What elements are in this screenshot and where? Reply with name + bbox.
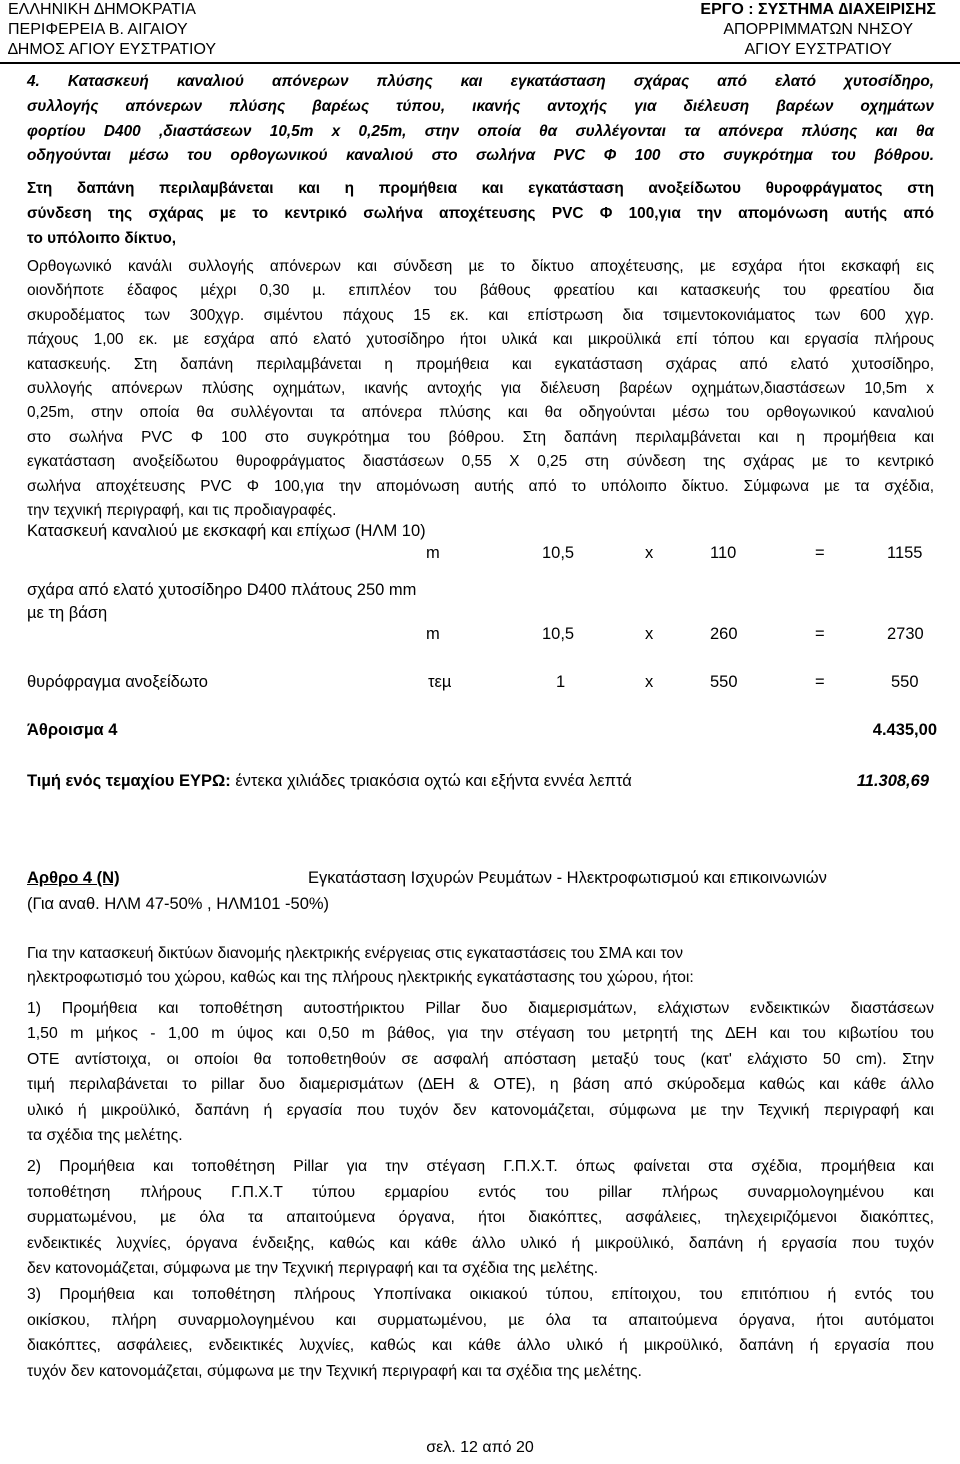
body-line: εγκατάσταση ανοξείδωτου θυροφράγµατος διαστάσεων 0,55 Χ 0,25 στη σύνδεση της σχάρας µε το κεντρικό	[27, 453, 934, 471]
article-note-row	[27, 895, 937, 919]
section-4-bold-paragraph	[27, 177, 934, 251]
article-paragraph-3	[27, 1282, 934, 1384]
unit-price-row	[27, 772, 937, 796]
title-line: συλλογής απόνερων πλύσης βαρέως τύπου, ικανής αντοχής για διέλευση βαρέων οχηµάτων	[27, 97, 934, 115]
item-total: 1155	[887, 544, 923, 562]
unit-price-label: Τιµή ενός τεµαχίου ΕΥΡΩ:	[27, 772, 231, 790]
sum-row	[27, 721, 937, 745]
page-number: σελ. 12 από 20	[426, 1439, 534, 1456]
header-right-line: ΑΓΙΟΥ ΕΥΣΤΡΑΤΙΟΥ	[744, 41, 892, 58]
article-note: (Για αναθ. ΗΛΜ 47-50% , ΗΛΜ101 -50%)	[27, 895, 330, 913]
cost-item-desc	[27, 581, 937, 605]
p3-line: τυχόν δεν κατονοµάζεται, σύµφωνα µε την Τεχνική περιγραφή και τα σχέδια της µελέτης.	[27, 1362, 642, 1380]
bold-line: σύνδεση της σχάρας µε το κεντρικό σωλήνα αποχέτευσης PVC Φ 100,για την αποµόνωση αυτής από	[27, 204, 934, 222]
article-heading	[27, 869, 937, 893]
body-line: πάχους 1,00 εκ. µε εσχάρα από ελατό χυτοσίδηρο ήτοι υλικά και µικροϋλικά επί τόπου και εργασία πλήρους	[27, 331, 934, 349]
body-line: συλλογής απόνερων πλύσης οχηµάτων, ικανής αντοχής για διέλευση βαρέων οχηµάτων,διαστάσεων 10,5m x	[27, 380, 934, 398]
cost-item-row	[27, 625, 937, 649]
sum-label: Άθροισµα 4	[27, 721, 118, 739]
body-line: σωλήνα αποχέτευσης PVC Φ 100,για την αποµόνωση αυτής από το υπόλοιπο δίκτυο. Σύµφωνα µε τα σχέδια,	[27, 477, 934, 495]
article-intro	[27, 942, 934, 991]
item-total: 2730	[887, 625, 924, 643]
item-price: 260	[710, 625, 738, 643]
header-left-line: ∆ΗΜΟΣ ΑΓΙΟΥ ΕΥΣΤΡΑΤΙΟΥ	[8, 41, 217, 58]
body-line: κατασκευής. Στη δαπάνη περιλαµβάνεται η προµήθεια και εγκατάσταση σχάρας από ελατό χυτοσίδηρο,	[27, 355, 934, 373]
article-paragraph-2	[27, 1154, 934, 1282]
intro-line: ηλεκτροφωτισµό του χώρου, καθώς και της πλήρους ηλεκτρικής εγκατάστασης του χώρου, ήτοι:	[27, 969, 694, 987]
p1-line: υλικό ή µικροϋλικό, δαπάνη ή εργασία που τυχόν δεν κατονοµάζεται, σύµφωνα µε την Τεχνική περιγραφή και	[27, 1101, 934, 1119]
title-line: οδηγούνται µέσω του ορθογωνικού καναλιού στο σωλήνα PVC Φ 100 στο συγκρότηµα του βόθρου.	[27, 147, 934, 165]
item-unit: τεµ	[428, 673, 452, 691]
item-description: σχάρα από ελατό χυτοσίδηρο D400 πλάτους 250 mm	[27, 581, 417, 599]
item-unit: m	[426, 544, 440, 562]
section-4-title	[27, 70, 934, 169]
p2-line: ενδεικτικές λυχνίες, όργανα ένδειξης, καθώς και κάθε άλλο υλικό ή µικροϋλικό, δαπάνη ή εργασία που τυχόν	[27, 1234, 934, 1252]
sum-value: 4.435,00	[872, 721, 937, 739]
item-price: 550	[710, 673, 738, 691]
item-description: θυρόφραγµα ανοξείδωτο	[27, 673, 208, 691]
cost-item-desc	[27, 522, 937, 546]
header-right	[700, 0, 936, 60]
unit-price-words: έντεκα χιλιάδες τριακόσια οχτώ και εξήντα εννέα λεπτά	[230, 772, 632, 790]
unit-price-value: 11.308,69	[856, 772, 929, 790]
p3-line: οικίσκου, πλήρη συναρµολογηµένου και συρµατωµένου, µε όλα τα απαιτούµενα όργανα, ήτοι αυτόµατοι	[27, 1311, 934, 1329]
header-right-line: ΕΡΓΟ : ΣΥΣΤΗΜΑ ∆ΙΑΧΕΙΡΙΣΗΣ	[700, 1, 936, 18]
body-line: οιονδήποτε έδαφος µέχρι 0,30 µ. επιπλέον του βάθους φρεατίου και κατασκευής του φρεατίου δια	[27, 282, 934, 300]
p1-line: τιµή περιλαβάνεται το pillar δυο διαµερισµάτων (∆ΕΗ & ΟΤΕ), η βάση από σκύροδεµα καθώς και κάθε άλλο	[27, 1076, 934, 1094]
p1-line: ΟΤΕ αντίστοιχα, οι οποίοι θα τοποθετηθούν σε ασφαλή απόσταση µεταξύ τους (κατ' ελάχιστο 50 cm). Στην	[27, 1050, 934, 1068]
header-divider	[0, 62, 960, 64]
p2-line: 2) Προµήθεια και τοποθέτηση Pillar για την στέγαση Γ.Π.Χ.Τ. όπως φαίνεται στα σχέδια, προµήθεια και	[27, 1158, 934, 1175]
item-qty: 1	[556, 673, 566, 691]
cost-item-row	[27, 673, 937, 697]
section-4-body	[27, 255, 934, 523]
header-left-line: ΠΕΡΙΦΕΡΕΙΑ Β. ΑΙΓΑΙΟΥ	[8, 21, 188, 38]
bold-line: το υπόλοιπο δίκτυο,	[27, 229, 177, 247]
item-operator: x	[645, 673, 654, 691]
article-title: Εγκατάσταση Ισχυρών Ρευµάτων - Ηλεκτροφωτισµού και επικοινωνιών	[308, 869, 827, 887]
item-description: Κατασκευή καναλιού µε εκσκαφή και επίχωσ (ΗΛΜ 10)	[27, 522, 426, 540]
item-description: µε τη βάση	[27, 604, 108, 622]
p2-line: δεν κατονοµάζεται, σύµφωνα µε την Τεχνική περιγραφή και τα σχέδια της µελέτης.	[27, 1260, 599, 1278]
item-operator: x	[645, 544, 654, 562]
body-line: Ορθογωνικό κανάλι συλλογής απόνερων και σύνδεση µε το δίκτυο αποχέτευσης, µε εσχάρα ήτοι εκσκαφή εις	[27, 258, 934, 275]
p1-line: 1) Προµήθεια και τοποθέτηση αυτοστήρικτου Pillar δυο διαµερισµάτων, ελάχιστων ενδεικτικών διαστάσεων	[27, 1000, 934, 1017]
p1-line: τα σχέδια της µελέτης.	[27, 1127, 183, 1145]
bold-line: Στη δαπάνη περιλαµβάνεται και η προµήθεια και εγκατάσταση ανοξείδωτου θυροφράγµατος στη	[27, 180, 934, 197]
item-equals: =	[815, 673, 825, 691]
p3-line: 3) Προµήθεια και τοποθέτηση πλήρους Υποπίνακα οικιακού τύπου, επίτοιχου, του επιτόπιου ή εντός του	[27, 1286, 934, 1303]
item-price: 110	[710, 544, 737, 562]
item-operator: x	[645, 625, 654, 643]
page-header	[0, 0, 960, 62]
article-number: Αρθρο 4 (Ν)	[27, 869, 120, 887]
cost-item-row	[27, 544, 937, 568]
header-left	[8, 0, 216, 60]
article-paragraph-1	[27, 996, 934, 1148]
item-equals: =	[815, 544, 825, 562]
item-total: 550	[891, 673, 919, 691]
item-unit: m	[426, 625, 440, 643]
p2-line: τοποθέτηση πλήρους Γ.Π.Χ.Τ τύπου ερµαρίου εντός του pillar πλήρως συναρµολογηµένου και	[27, 1183, 934, 1201]
p2-line: συρµατωµένου, µε όλα τα απαιτούµενα όργανα, ήτοι διακόπτες, ασφάλειες, τηλεχειριζόµενοι διακόπτες,	[27, 1209, 934, 1227]
body-line: την τεχνική περιγραφή, και τις προδιαγραφές.	[27, 502, 337, 520]
intro-line: Για την κατασκευή δικτύων διανοµής ηλεκτρικής ενέργειας στις εγκαταστάσεις του ΣΜΑ και τον	[27, 945, 684, 962]
item-qty: 10,5	[542, 544, 575, 562]
p3-line: διακόπτες, ασφάλειες, ενδεικτικές λυχνίες, καθώς και κάθε άλλο υλικό ή µικροϋλικό, δαπάνη ή εργασία που	[27, 1337, 934, 1355]
body-line: στο σωλήνα PVC Φ 100 στο συγκρότηµα του βόθρου. Στη δαπάνη περιλαµβάνεται και η προµήθεια και	[27, 428, 934, 446]
body-line: 0,25m, στην οποία θα συλλέγονται τα απόνερα πλύσης και θα οδηγούνται µέσω του ορθογωνικού καναλιού	[27, 404, 934, 422]
title-line: 4. Κατασκευή καναλιού απόνερων πλύσης και εγκατάσταση σχάρας από ελατό χυτοσίδηρο,	[27, 73, 934, 90]
header-right-line: ΑΠΟΡΡΙΜΜΑΤΩΝ ΝΗΣΟΥ	[723, 21, 914, 38]
item-qty: 10,5	[542, 625, 575, 643]
body-line: σκυροδέµατος των 300χγρ. σιµέντου πάχους 15 εκ. και επίστρωση δια τσιµεντοκονιάµατος των 600 χγρ.	[27, 306, 934, 324]
p1-line: 1,50 m µήκος - 1,00 m ύψος και 0,50 m βάθος, για την στέγαση του µετρητή της ∆ΕΗ και του κιβωτίου του	[27, 1025, 934, 1043]
item-equals: =	[815, 625, 825, 643]
title-line: φορτίου D400 ,διαστάσεων 10,5m x 0,25m, στην οποία θα συλλέγονται τα απόνερα πλύσης και θα	[27, 122, 934, 140]
header-left-line: ΕΛΛΗΝΙΚΗ ∆ΗΜΟΚΡΑΤΙΑ	[8, 1, 196, 18]
